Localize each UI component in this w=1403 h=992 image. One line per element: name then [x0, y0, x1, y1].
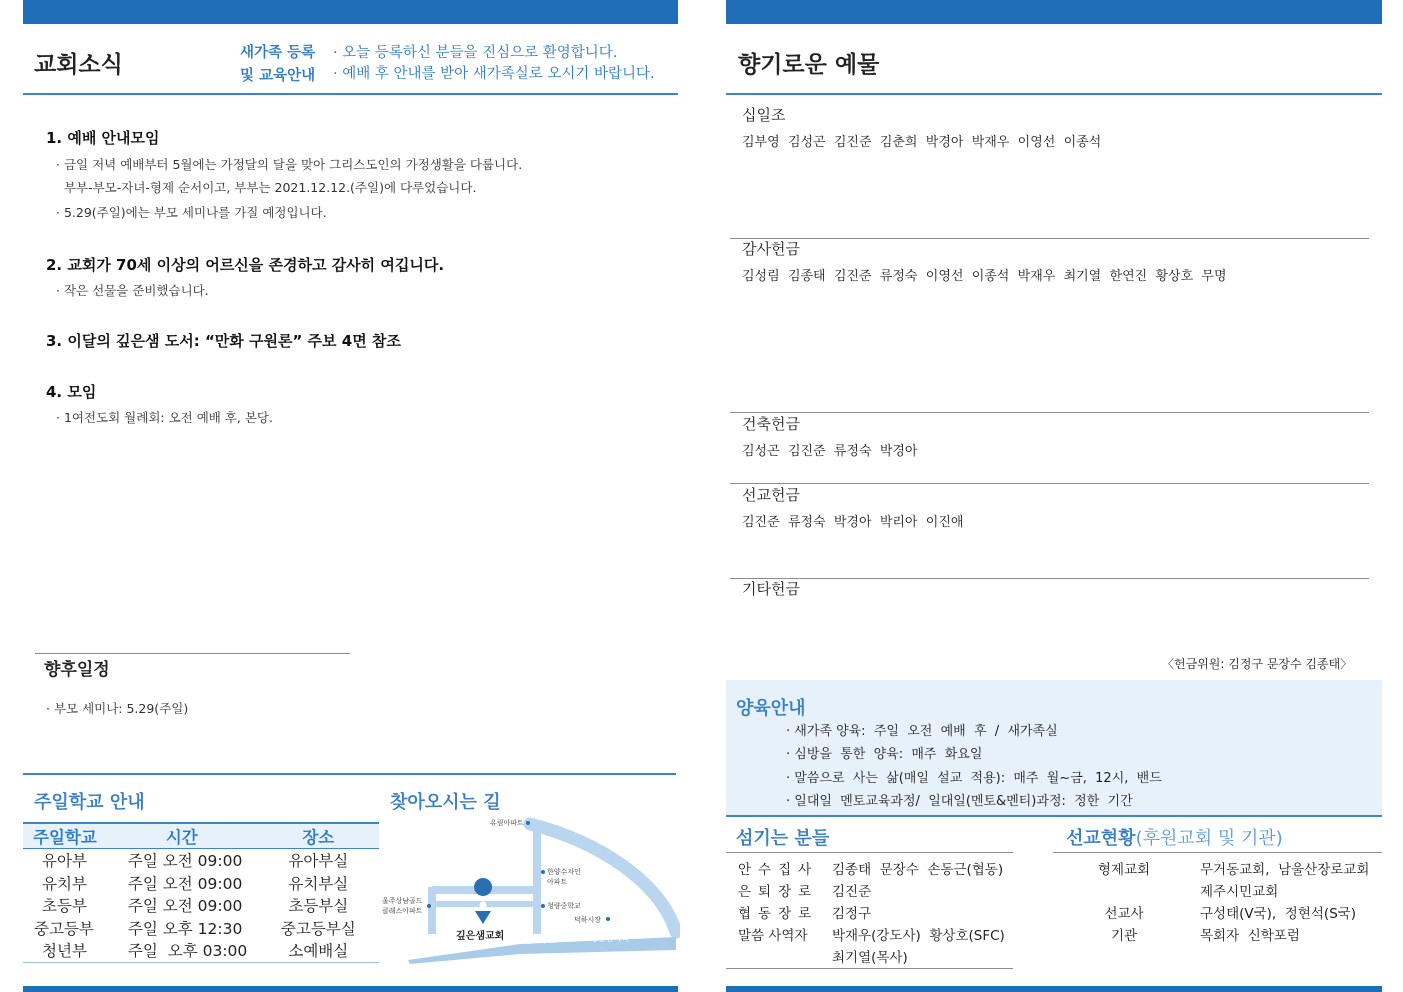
table-cell: 주일 오전 09:00: [127, 874, 243, 893]
mission-names: 무거동교회, 남울산장로교회: [1200, 862, 1370, 878]
upcoming-divider: [35, 653, 350, 654]
directions-map: [380, 812, 680, 967]
mission-row: [1060, 924, 1380, 946]
offering-names: 김진준 류정숙 박경아 박리아 이진애: [742, 515, 964, 530]
offering-divider: [730, 483, 1369, 484]
map-dot: [606, 917, 610, 921]
server-row: [738, 902, 1018, 924]
bottom-bar-left: [23, 986, 678, 992]
offering-committee: 〈헌금위원: 김정구 문장수 김종태〉: [1162, 657, 1353, 671]
newcomer-line-2: · 예배 후 안내를 받아 새가족실로 오시기 바랍니다.: [333, 66, 655, 82]
table-row: [23, 872, 379, 895]
table-cell: 중고등부실: [280, 919, 356, 938]
table-cell: 유치부: [42, 874, 87, 893]
server-row: [738, 946, 1018, 968]
server-row: [738, 924, 1018, 946]
news-line: 부부-부모-자녀-형제 순서이고, 부부는 2021.12.12.(주일)에 다루었습니다.: [56, 180, 477, 195]
offering-divider: [730, 238, 1369, 239]
table-row: [23, 939, 379, 962]
offering-category: 선교헌금: [742, 486, 800, 504]
news-title-3: 3. 이달의 깊은샘 도서: “만화 구원론” 주보 4면 참조: [46, 332, 401, 350]
server-names: 김정구: [832, 906, 872, 922]
offering-category: 건축헌금: [742, 415, 800, 433]
table-cell: 청년부: [42, 942, 87, 961]
top-bar-left: [23, 0, 678, 24]
table-cell: 초등부실: [288, 897, 349, 916]
newcomer-line-1: · 오늘 등록하신 분들을 진심으로 환영합니다.: [333, 45, 618, 61]
offering-category: 십일조: [742, 106, 786, 124]
upcoming-line: · 부모 세미나: 5.29(주일): [46, 701, 189, 716]
table-cell: 유아부실: [288, 852, 349, 871]
news-title-4: 4. 모임: [46, 383, 97, 401]
mission-names: 구성태(V국), 정현석(S국): [1200, 906, 1357, 922]
map-dot: [427, 904, 431, 908]
news-title-1: 1. 예배 안내모임: [46, 129, 160, 147]
header-divider-left: [23, 93, 678, 95]
table-cell: 주일 오후 03:00: [127, 942, 248, 961]
sunday-school-table: [23, 824, 379, 963]
upcoming-title: 향후일정: [44, 660, 110, 680]
offering-divider: [730, 578, 1369, 579]
offering-names: 김성곤 김진준 류정숙 박경아: [742, 444, 918, 459]
map-label-road2: 청량삼거리: [590, 934, 629, 943]
news-line: · 1여전도회 월례회: 오전 예배 후, 본당.: [56, 410, 273, 425]
parenting-line: · 새가족 양육: 주일 오전 예배 후 / 새가족실: [786, 724, 1058, 739]
mission-kind: 형제교회: [1097, 862, 1151, 878]
mission-title-main: 선교현황: [1066, 828, 1136, 849]
news-line: · 5.29(주일)에는 부모 세미나를 가질 예정입니다.: [56, 205, 327, 220]
map-pin-tail: [475, 911, 491, 924]
offering-category: 감사헌금: [742, 240, 800, 258]
map-label-apt2: 한양수자인: [547, 868, 581, 876]
server-names: 김종태 문장수 손동근(협동): [832, 862, 1004, 878]
map-label-gold2: 클래스아파트: [382, 907, 423, 915]
news-line: · 작은 선물을 준비했습니다.: [56, 283, 209, 298]
parenting-bottom-rule: [726, 815, 1382, 817]
page-title-offerings: 향기로운 예물: [738, 52, 880, 78]
offering-divider: [730, 412, 1369, 413]
offering-names: 김성림 김종태 김진준 류정숙 이영선 이종석 박재우 최기열 한연진 황상호 무명: [742, 269, 1227, 284]
map-pin-icon: [474, 878, 492, 896]
parenting-line: · 심방을 통한 양육: 매주 화요일: [786, 747, 983, 762]
directions-title: 찾아오시는 길: [390, 792, 501, 813]
column-header: 주일학교: [33, 828, 97, 847]
map-dot: [526, 821, 530, 825]
server-names: 최기열(목사): [832, 950, 908, 966]
mission-names: 제주시민교회: [1200, 884, 1279, 900]
table-cell: 초등부: [42, 897, 87, 916]
header-divider-right: [726, 93, 1382, 95]
map-dot: [541, 870, 545, 874]
sunday-school-title: 주일학교 안내: [34, 792, 145, 813]
server-role: 말씀 사역자: [738, 928, 808, 944]
map-dot: [541, 904, 545, 908]
table-row: [23, 917, 379, 940]
mission-row: [1060, 902, 1380, 924]
map-label-market: 덕하시장: [574, 916, 602, 924]
offering-category: 기타헌금: [742, 580, 800, 598]
parenting-title: 양육안내: [736, 698, 806, 719]
servers-top-rule: [726, 852, 1013, 853]
mission-title-sub: (후원교회 및 기관): [1135, 828, 1283, 849]
column-header: 장소: [302, 828, 335, 847]
table-cell: 주일 오후 12:30: [127, 919, 243, 938]
table-cell: 유아부: [42, 852, 87, 871]
servers-bottom-rule: [726, 968, 1013, 969]
parenting-line: · 말씀으로 사는 삶(매일 설교 적용): 매주 월~금, 12시, 밴드: [786, 771, 1162, 786]
mission-list: [1060, 858, 1380, 946]
sunday-school-table-wrap: [23, 822, 379, 963]
newcomer-label-2: 및 교육안내: [240, 68, 316, 84]
page-title-church-news: 교회소식: [34, 52, 123, 78]
newcomer-label-1: 새가족 등록: [240, 45, 316, 61]
news-line: · 금일 저녁 예배부터 5월에는 가정달의 달을 맞아 그리스도인의 가정생활을 다룹니다.: [56, 157, 523, 172]
parenting-line: · 일대일 멘토교육과정/ 일대일(멘토&멘티)과정: 정한 기간: [786, 794, 1133, 809]
mission-kind: 기관: [1110, 928, 1138, 944]
map-label-road1: 울진교차로: [516, 936, 555, 945]
server-row: [738, 880, 1018, 902]
server-names: 박재우(강도사) 황상호(SFC): [832, 928, 1005, 944]
map-label-church: 깊은샘교회: [456, 931, 505, 942]
server-names: 김진준: [832, 884, 872, 900]
table-row: [23, 894, 379, 917]
map-label-apt2b: 아파트: [547, 878, 568, 886]
top-bar-right: [726, 0, 1382, 24]
map-label-school: 청량중학교: [547, 902, 581, 910]
map-pin-hole: [480, 902, 487, 909]
offering-names: 김부영 김성곤 김진준 김춘희 박경아 박재우 이영선 이종석: [742, 135, 1102, 150]
map-label-gold1: 울주상남골드: [382, 897, 423, 905]
mission-kind: 선교사: [1104, 906, 1144, 922]
server-role: 협동장로: [738, 906, 819, 922]
mission-row: [1060, 880, 1380, 902]
mission-names: 목회자 신학포럼: [1200, 928, 1300, 944]
table-cell: 주일 오전 09:00: [127, 897, 243, 916]
map-label-apt1: 유림아파트: [490, 819, 524, 827]
mission-top-rule: [1053, 852, 1382, 853]
server-row: [738, 858, 1018, 880]
servers-title: 섬기는 분들: [736, 828, 830, 849]
table-cell: 주일 오전 09:00: [127, 852, 243, 871]
table-cell: 중고등부: [34, 919, 94, 938]
table-row: [23, 849, 379, 872]
news-title-2: 2. 교회가 70세 이상의 어르신을 존경하고 감사히 여깁니다.: [46, 256, 445, 274]
server-role: 안수집사: [738, 862, 819, 878]
server-role: 은퇴장로: [738, 884, 819, 900]
bottom-divider-left: [23, 773, 676, 775]
table-cell: 소예배실: [288, 942, 349, 961]
servers-list: [738, 858, 1018, 968]
mission-title: [1066, 824, 1283, 850]
table-cell: 유치부실: [288, 874, 349, 893]
mission-row: [1060, 858, 1380, 880]
bottom-bar-right: [726, 986, 1382, 992]
column-header: 시간: [165, 828, 198, 847]
